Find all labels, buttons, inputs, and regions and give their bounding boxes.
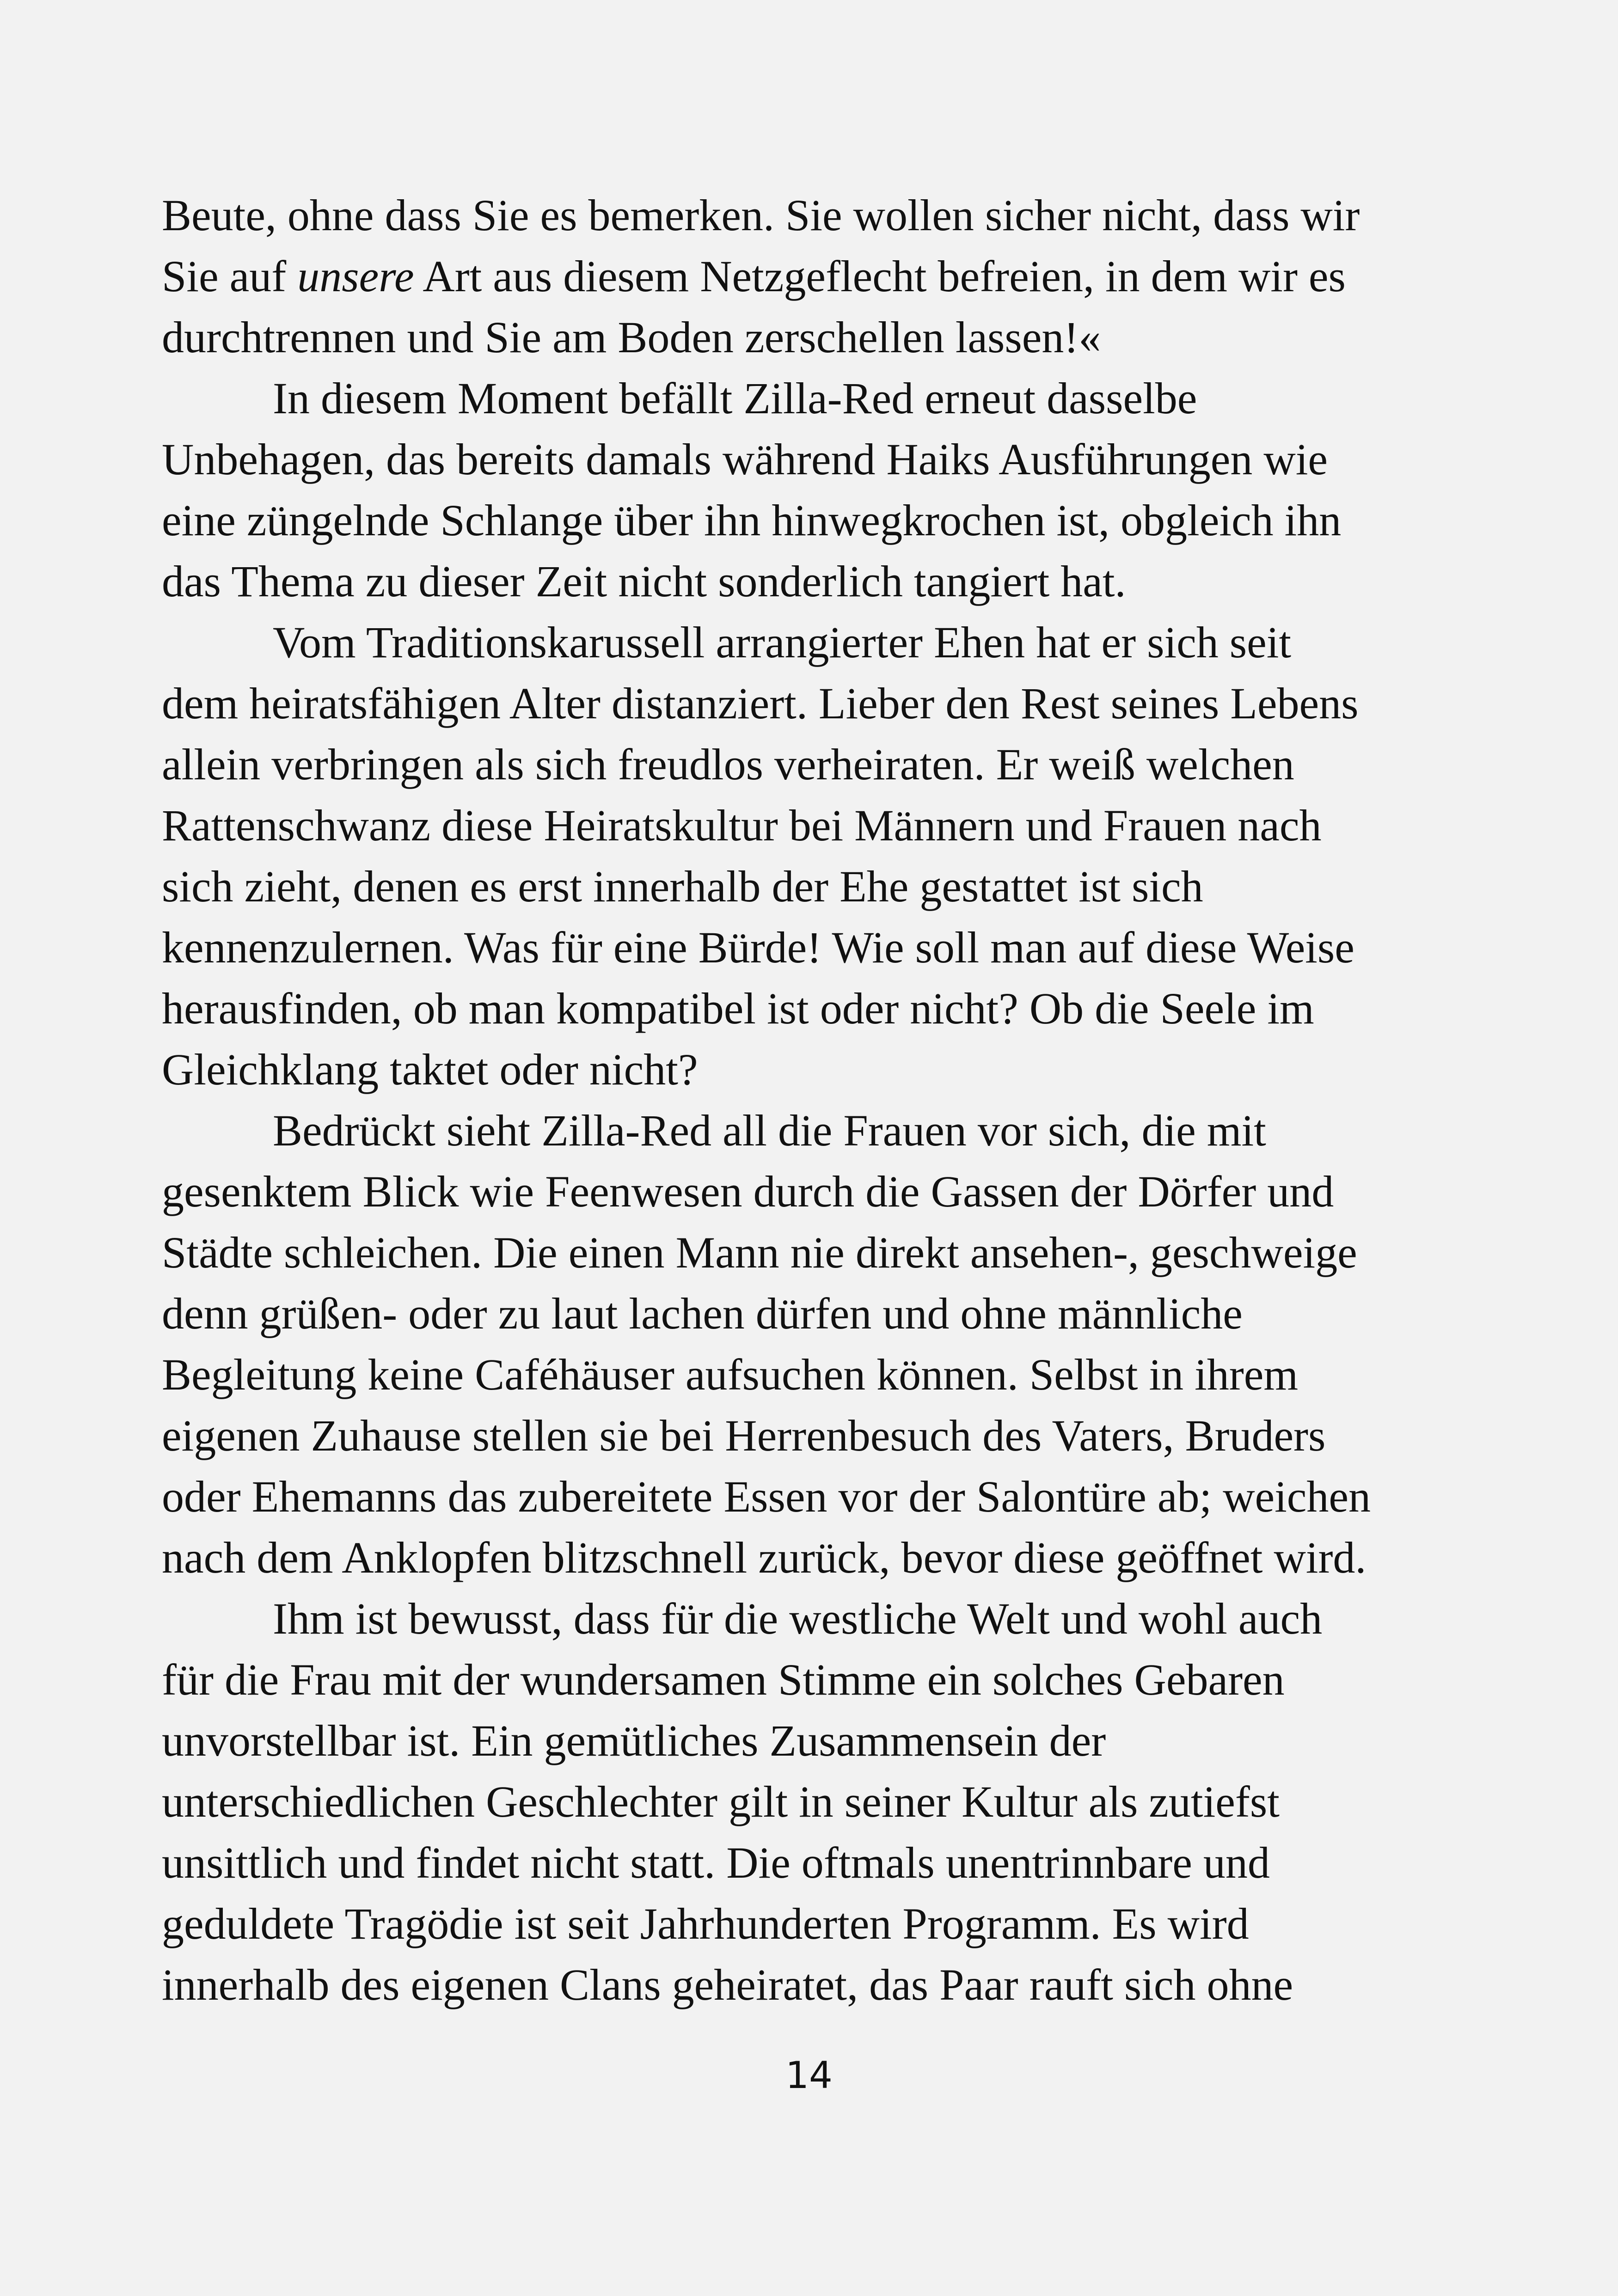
text-line: für die Frau mit der wundersamen Stimme ein solches Gebaren [162, 1655, 1285, 1704]
text-line: denn grüßen- oder zu laut lachen dürfen und ohne männliche [162, 1289, 1243, 1338]
text-line: Rattenschwanz diese Heiratskultur bei Männern und Frauen nach [162, 801, 1322, 850]
text-line: Begleitung keine Caféhäuser aufsuchen können. Selbst in ihrem [162, 1350, 1298, 1399]
text-line: innerhalb des eigenen Clans geheiratet, das Paar rauft sich ohne [162, 1960, 1293, 2009]
text-line: sich zieht, denen es erst innerhalb der Ehe gestattet ist sich [162, 862, 1203, 911]
text-line: nach dem Anklopfen blitzschnell zurück, bevor diese geöffnet wird. [162, 1533, 1367, 1582]
text-line: unsittlich und findet nicht statt. Die oftmals unentrinnbare und [162, 1838, 1270, 1887]
text-line: geduldete Tragödie ist seit Jahrhunderten Programm. Es wird [162, 1899, 1249, 1948]
paragraph-start-line: In diesem Moment befällt Zilla-Red erneut dasselbe [273, 373, 1197, 423]
text-line: kennenzulernen. Was für eine Bürde! Wie soll man auf diese Weise [162, 923, 1354, 972]
text-line: oder Ehemanns das zubereitete Essen vor der Salontüre ab; weichen [162, 1472, 1371, 1521]
text-line: das Thema zu dieser Zeit nicht sonderlich tangiert hat. [162, 557, 1126, 606]
text-line: Gleichklang taktet oder nicht? [162, 1045, 698, 1094]
page-number: 14 [785, 2054, 833, 2097]
text-line: durchtrennen und Sie am Boden zerschellen lassen!« [162, 312, 1101, 362]
text-line: unterschiedlichen Geschlechter gilt in seiner Kultur als zutiefst [162, 1777, 1280, 1826]
text-line: allein verbringen als sich freudlos verheiraten. Er weiß welchen [162, 740, 1294, 789]
text-segment: Sie auf [162, 251, 298, 301]
emphasized-word: unsere [297, 251, 414, 301]
paragraph-start-line: Ihm ist bewusst, dass für die westliche Welt und wohl auch [273, 1594, 1323, 1643]
text-line [162, 246, 1456, 307]
text-line: eine züngelnde Schlange über ihn hinwegkrochen ist, obgleich ihn [162, 496, 1342, 545]
text-line: unvorstellbar ist. Ein gemütliches Zusammensein der [162, 1716, 1106, 1765]
text-segment: Art aus diesem Netzgeflecht befreien, in dem wir es [414, 251, 1346, 301]
text-line: Unbehagen, das bereits damals während Haiks Ausführungen wie [162, 435, 1328, 484]
text-line: Städte schleichen. Die einen Mann nie direkt ansehen-, geschweige [162, 1228, 1357, 1277]
text-line: dem heiratsfähigen Alter distanziert. Lieber den Rest seines Lebens [162, 679, 1359, 728]
text-line: Beute, ohne dass Sie es bemerken. Sie wollen sicher nicht, dass wir [162, 190, 1360, 240]
paragraph-start-line: Vom Traditionskarussell arrangierter Ehen hat er sich seit [273, 618, 1292, 667]
paragraph-start-line: Bedrückt sieht Zilla-Red all die Frauen vor sich, die mit [273, 1106, 1266, 1155]
text-line: gesenktem Blick wie Feenwesen durch die Gassen der Dörfer und [162, 1167, 1334, 1216]
text-line: herausfinden, ob man kompatibel ist oder nicht? Ob die Seele im [162, 984, 1314, 1033]
body-text [162, 185, 1456, 2015]
text-line: eigenen Zuhause stellen sie bei Herrenbesuch des Vaters, Bruders [162, 1411, 1326, 1460]
